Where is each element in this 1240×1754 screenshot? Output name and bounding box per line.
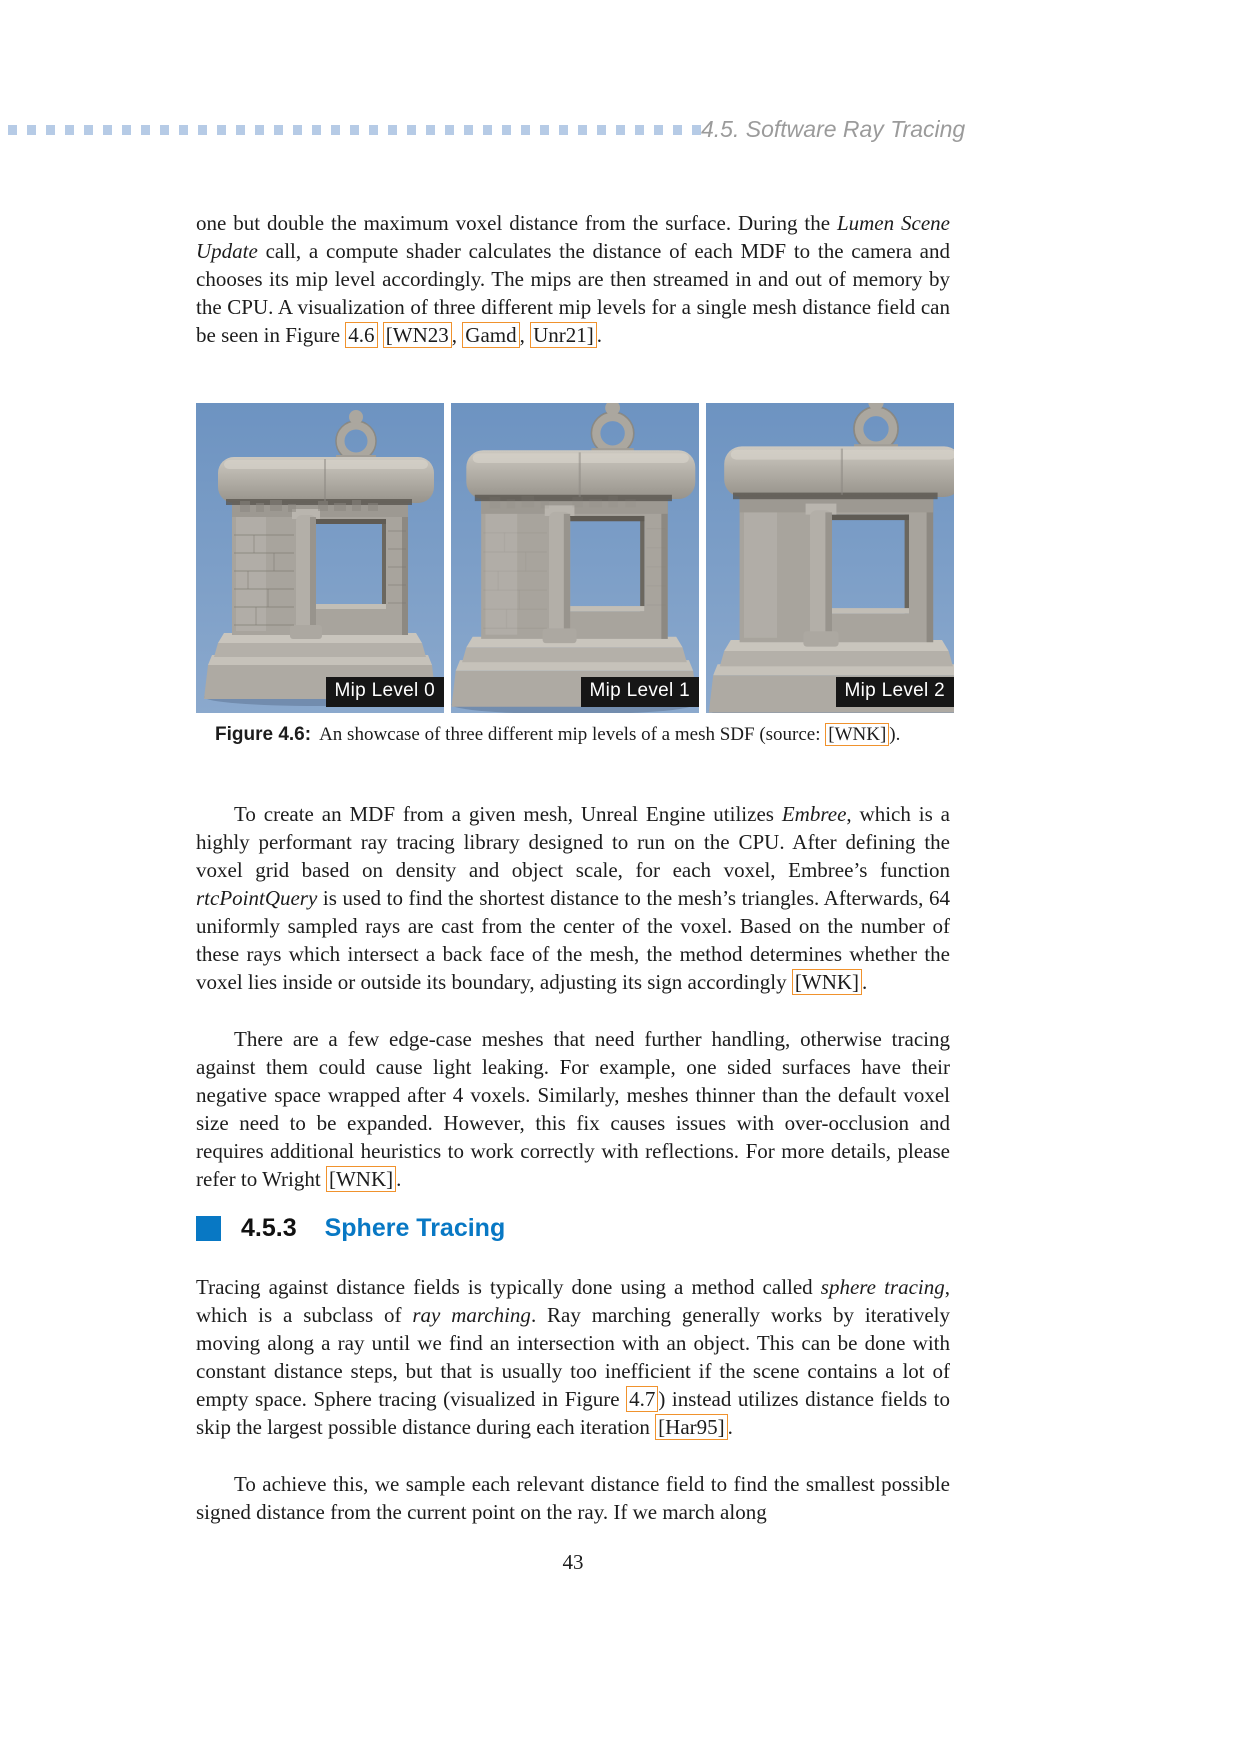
text-run: . bbox=[727, 1415, 733, 1439]
text-run: . bbox=[596, 323, 603, 347]
gate-root bbox=[709, 403, 954, 713]
header-dash bbox=[331, 125, 340, 135]
heading-square-icon bbox=[196, 1216, 221, 1241]
header-dash bbox=[388, 125, 397, 135]
header-dash-decoration bbox=[8, 125, 701, 135]
mesh-sdf-render-2 bbox=[706, 403, 954, 713]
italic-text: rtcPointQuery bbox=[196, 886, 318, 910]
figure-caption bbox=[215, 722, 952, 748]
citation-link[interactable]: Gamd bbox=[462, 322, 519, 348]
stone-gate-illustration bbox=[196, 403, 444, 713]
header-dash bbox=[312, 125, 321, 135]
text-run: To create an MDF from a given mesh, Unreal Engine utilizes bbox=[234, 802, 782, 826]
header-dash bbox=[236, 125, 245, 135]
running-header-title: 4.5. Software Ray Tracing bbox=[701, 116, 966, 142]
mip-level-badge: Mip Level 0 bbox=[326, 677, 444, 707]
text-run: ) instead utilizes distance fields to skip the largest possible distance during each iteration bbox=[196, 1387, 951, 1439]
column-base bbox=[290, 625, 322, 639]
header-dash bbox=[369, 125, 378, 135]
header-dash bbox=[616, 125, 625, 135]
header-dash bbox=[559, 125, 568, 135]
paragraph-sphere-tracing-intro bbox=[196, 1273, 950, 1441]
text-run: . bbox=[862, 970, 868, 994]
header-dash bbox=[65, 125, 74, 135]
italic-text: ray marching bbox=[412, 1303, 531, 1327]
citation-link[interactable]: [Har95] bbox=[655, 1414, 727, 1440]
text-run: Tracing against distance fields is typically done using a method called bbox=[196, 1275, 821, 1299]
figure-image-mip-level-0 bbox=[196, 403, 444, 713]
figure-ref-link[interactable]: 4.6 bbox=[345, 322, 377, 348]
section-heading-sphere-tracing bbox=[196, 1214, 505, 1243]
figure-4-6 bbox=[196, 403, 954, 713]
text-run: one but double the maximum voxel distance from the surface. During the bbox=[196, 211, 837, 235]
header-dash bbox=[27, 125, 36, 135]
header-dash bbox=[464, 125, 473, 135]
figure-image-mip-level-1 bbox=[451, 403, 699, 713]
paragraph-mip-streaming bbox=[196, 209, 950, 349]
mip-level-badge: Mip Level 2 bbox=[836, 677, 954, 707]
page-number: 43 bbox=[562, 1550, 584, 1574]
text-run: . Ray marching generally works by iteratively moving along a ray until we find an intersection with an object. This can be done with constant distance steps, but that is usually too inefficient if the scene contains a lot of empty space. Sphere tracing (visualized in Figure bbox=[196, 1303, 950, 1411]
header-dash bbox=[84, 125, 93, 135]
section-number: 4.5.3 bbox=[241, 1214, 297, 1242]
section-title: Sphere Tracing bbox=[324, 1214, 506, 1242]
header-dash bbox=[654, 125, 663, 135]
header-dash bbox=[502, 125, 511, 135]
header-dash bbox=[103, 125, 112, 135]
paragraph-march-along bbox=[196, 1470, 950, 1526]
header-dash bbox=[122, 125, 131, 135]
header-dash bbox=[673, 125, 682, 135]
header-dash bbox=[179, 125, 188, 135]
header-dash bbox=[635, 125, 644, 135]
text-run: is used to find the shortest distance to the mesh’s triangles. Afterwards, 64 uniformly sampled rays are cast from the center of the voxel. Based on the number of these rays which intersect a back face of the mesh, the method determines whether the voxel lies inside or outside its boundary, adjusting its sign accordingly bbox=[196, 886, 950, 994]
header-dash bbox=[540, 125, 549, 135]
text-run: , which is a highly performant ray tracing library designed to run on the CPU. After defining the voxel grid based on density and object scale, for each voxel, Embree’s function bbox=[196, 802, 950, 882]
text-run: , bbox=[519, 323, 531, 347]
header-dash bbox=[274, 125, 283, 135]
header-dash bbox=[578, 125, 587, 135]
citation-link[interactable]: Unr21] bbox=[530, 322, 597, 348]
header-dash bbox=[426, 125, 435, 135]
header-dash bbox=[46, 125, 55, 135]
text-run: call, a compute shader calculates the distance of each MDF to the camera and chooses its mip level accordingly. The mips are then streamed in and out of memory by the CPU. A visualization of three different mip levels for a single mesh distance field can be seen in Figure bbox=[196, 239, 950, 347]
header-dash bbox=[350, 125, 359, 135]
header-dash bbox=[692, 125, 701, 135]
citation-link[interactable]: [WNK] bbox=[825, 723, 889, 746]
header-dash bbox=[597, 125, 606, 135]
header-dash bbox=[521, 125, 530, 135]
stone-gate-illustration bbox=[706, 403, 954, 713]
italic-text: Lumen Scene Update bbox=[196, 211, 950, 263]
header-dash bbox=[217, 125, 226, 135]
header-dash bbox=[160, 125, 169, 135]
italic-text: sphere tracing bbox=[820, 1275, 945, 1299]
text-run: An showcase of three different mip levels of a mesh SDF (source: bbox=[319, 724, 826, 745]
header-dash bbox=[141, 125, 150, 135]
citation-link[interactable]: [WN23 bbox=[383, 322, 452, 348]
text-run: , which is a subclass of bbox=[196, 1275, 950, 1327]
mesh-sdf-render-1 bbox=[451, 403, 699, 713]
italic-text: Embree bbox=[781, 802, 847, 826]
text-run: ). bbox=[889, 724, 901, 745]
column-base bbox=[543, 628, 577, 643]
paragraph-edge-cases bbox=[196, 1025, 950, 1193]
header-dash bbox=[445, 125, 454, 135]
text-run: There are a few edge-case meshes that need further handling, otherwise tracing against them could cause light leaking. For example, one sided surfaces have their negative space wrapped after 4 voxels. Similarly, meshes thinner than the default voxel size need to be expanded. However, this fix causes issues with over-occlusion and requires additional heuristics to work correctly with reflections. For more details, please refer to Wright bbox=[196, 1027, 950, 1191]
figure-ref-link[interactable]: 4.7 bbox=[626, 1386, 658, 1412]
text-run bbox=[378, 323, 383, 347]
header-dash bbox=[198, 125, 207, 135]
citation-link[interactable]: [WNK] bbox=[792, 969, 862, 995]
figure-caption-text bbox=[319, 723, 900, 746]
paragraph-embree bbox=[196, 800, 950, 996]
header-dash bbox=[407, 125, 416, 135]
mip-level-badge: Mip Level 1 bbox=[581, 677, 699, 707]
citation-link[interactable]: [WNK] bbox=[326, 1166, 396, 1192]
column-base bbox=[803, 631, 838, 646]
header-dash bbox=[483, 125, 492, 135]
text-run: To achieve this, we sample each relevant distance field to find the smallest possible signed distance from the current point on the ray. If we march along bbox=[196, 1472, 950, 1524]
stone-gate-illustration bbox=[451, 403, 699, 713]
mesh-sdf-render-0 bbox=[196, 403, 444, 713]
text-run: . bbox=[396, 1167, 402, 1191]
figure-image-mip-level-2 bbox=[706, 403, 954, 713]
figure-caption-label: Figure 4.6: bbox=[215, 724, 312, 745]
header-dash bbox=[255, 125, 264, 135]
text-run: , bbox=[451, 323, 463, 347]
running-header bbox=[8, 116, 966, 143]
header-dash bbox=[293, 125, 302, 135]
header-dash bbox=[8, 125, 17, 135]
